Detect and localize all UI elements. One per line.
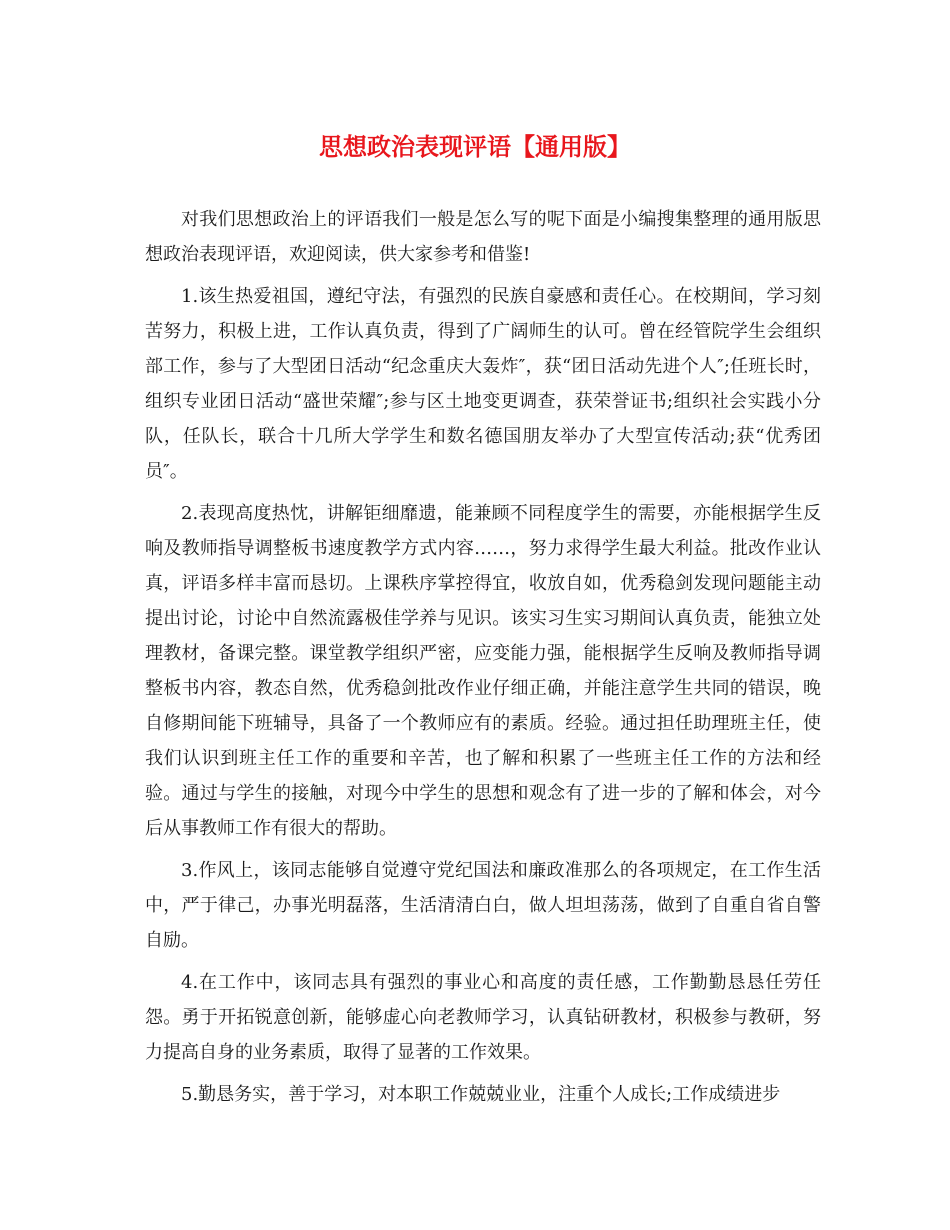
document-body	[145, 202, 821, 1119]
comment-paragraph-4: 4.在工作中，该同志具有强烈的事业心和高度的责任感，工作勤勤恳恳任劳任怨。勇于开拓锐意创新，能够虚心向老教师学习，认真钻研教材，积极参与教研，努力提高自身的业务素质，取得了显著的工作效果。	[145, 972, 821, 1063]
document-title: 思想政治表现评语【通用版】	[319, 132, 631, 161]
comment-paragraph-1: 1.该生热爱祖国，遵纪守法，有强烈的民族自豪感和责任心。在校期间，学习刻苦努力，积极上进，工作认真负责，得到了广阔师生的认可。曾在经管院学生会组织部工作，参与了大型团日活动“纪念重庆大轰炸″，获“团日活动先进个人″;任班长时，组织专业团日活动“盛世荣耀″;参与区土地变更调查，获荣誉证书;组织社会实践小分队，任队长，联合十几所大学学生和数名德国朋友举办了大型宣传活动;获“优秀团员″。	[145, 286, 821, 482]
comment-paragraph-3: 3.作风上，该同志能够自觉遵守党纪国法和廉政准那么的各项规定，在工作生活中，严于律己，办事光明磊落，生活清清白白，做人坦坦荡荡，做到了自重自省自警自励。	[145, 860, 821, 951]
comment-paragraph-2: 2.表现高度热忱，讲解钜细靡遗，能兼顾不同程度学生的需要，亦能根据学生反响及教师指导调整板书速度教学方式内容……，努力求得学生最大利益。批改作业认真，评语多样丰富而恳切。上课秩序掌控得宜，收放自如，优秀稳剑发现问题能主动提出讨论，讨论中自然流露极佳学养与见识。该实习生实习期间认真负责，能独立处理教材，备课完整。课堂教学组织严密，应变能力强，能根据学生反响及教师指导调整板书内容，教态自然，优秀稳剑批改作业仔细正确，并能注意学生共同的错误，晚自修期间能下班辅导，具备了一个教师应有的素质。经验。通过担任助理班主任，使我们认识到班主任工作的重要和辛苦，也了解和积累了一些班主任工作的方法和经验。通过与学生的接触，对现今中学生的思想和观念有了进一步的了解和体会，对今后从事教师工作有很大的帮助。	[145, 503, 821, 839]
comment-paragraph-5: 5.勤恳务实，善于学习，对本职工作兢兢业业，注重个人成长;工作成绩进步	[181, 1084, 781, 1105]
intro-paragraph: 对我们思想政治上的评语我们一般是怎么写的呢下面是小编搜集整理的通用版思想政治表现评语，欢迎阅读，供大家参考和借鉴!	[145, 209, 821, 265]
